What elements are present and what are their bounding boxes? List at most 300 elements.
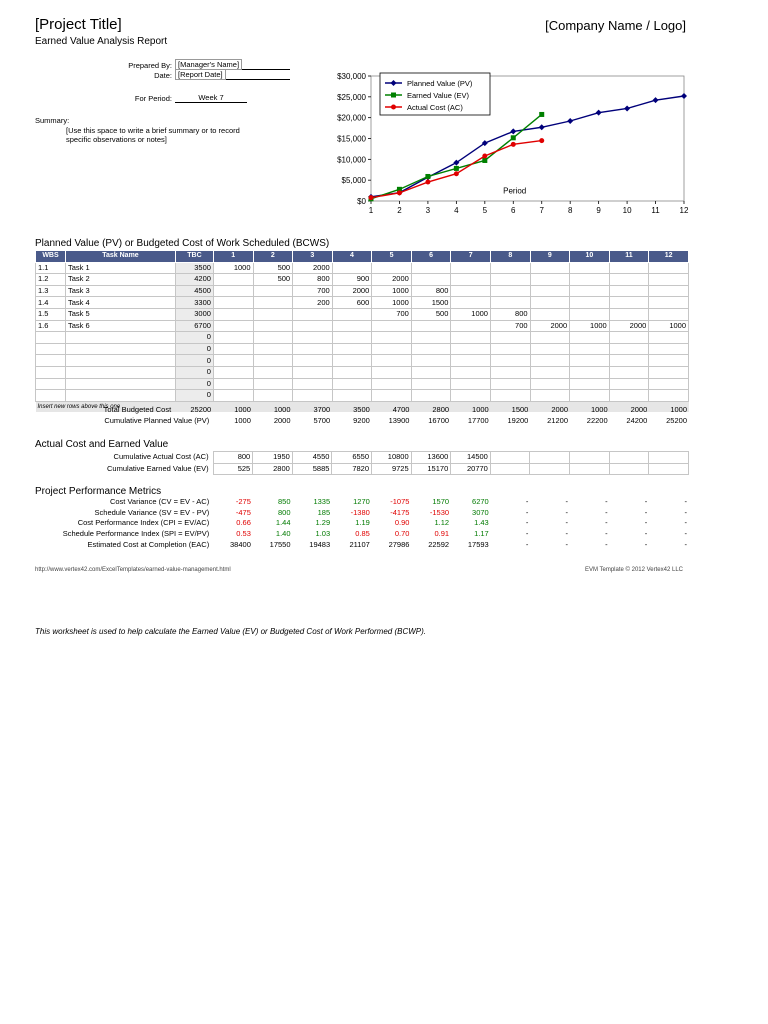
pv-cell <box>411 355 451 367</box>
x-tick-label: 10 <box>622 206 632 215</box>
cumulative-actual-cost-value <box>609 452 649 464</box>
ac-ev-table <box>35 451 689 475</box>
pv-cell <box>649 285 689 297</box>
metric-label: Estimated Cost at Completion (EAC) <box>87 539 210 549</box>
pv-cell <box>451 366 491 378</box>
cumulative-pv-value: 16700 <box>428 415 450 425</box>
metric-value: 38400 <box>230 539 251 549</box>
cumulative-pv-value: 17700 <box>467 415 489 425</box>
pv-cell <box>490 390 530 402</box>
metric-value: 3070 <box>472 507 489 517</box>
pv-cell <box>570 378 610 390</box>
pv-cell <box>36 390 66 402</box>
pv-cell: Task 6 <box>65 320 175 332</box>
pv-cell: 500 <box>411 308 451 320</box>
pv-cell <box>570 390 610 402</box>
pv-cell: 1.4 <box>36 297 66 309</box>
pv-cell <box>332 343 372 355</box>
pv-cell <box>490 297 530 309</box>
pv-section-title: Planned Value (PV) or Budgeted Cost of Work Scheduled (BCWS) <box>35 238 330 249</box>
pv-cell <box>609 355 649 367</box>
pv-cell <box>253 308 293 320</box>
series-point <box>425 180 430 185</box>
pv-cell <box>451 285 491 297</box>
cumulative-pv-value: 13900 <box>388 415 410 425</box>
pv-cell: 500 <box>253 262 293 274</box>
footer-copyright: EVM Template © 2012 Vertex42 LLC <box>584 567 683 573</box>
pv-cell <box>293 320 333 332</box>
pv-cell <box>451 297 491 309</box>
metrics-section-title: Project Performance Metrics <box>35 486 162 497</box>
metric-value: 1570 <box>432 497 450 507</box>
pv-cell <box>36 378 66 390</box>
pv-cell: 1000 <box>451 308 491 320</box>
pv-table-row <box>36 366 689 378</box>
cumulative-earned-value-value: 9725 <box>372 463 412 475</box>
pv-table-row <box>36 274 689 286</box>
pv-cell <box>609 274 649 286</box>
metric-value: -475 <box>235 507 251 517</box>
pv-cell <box>530 355 570 367</box>
pv-cell: 1.5 <box>36 308 66 320</box>
x-tick-label: 1 <box>368 206 374 215</box>
metric-value: - <box>605 529 608 539</box>
y-tick-label: $20,000 <box>337 113 366 123</box>
metric-value: 21107 <box>349 539 370 549</box>
pv-header-cell: 5 <box>372 251 412 263</box>
pv-cell <box>372 343 412 355</box>
metric-value: 0.53 <box>236 529 251 539</box>
metric-value: 1.29 <box>315 518 331 528</box>
total-tbc-value: 25200 <box>190 405 212 415</box>
pv-cell <box>570 274 610 286</box>
metric-value: - <box>684 497 687 507</box>
pv-cell <box>332 262 372 274</box>
pv-cell <box>65 355 175 367</box>
cumulative-actual-cost-value: 4550 <box>292 452 332 464</box>
pv-cell <box>530 343 570 355</box>
pv-cell: 1.3 <box>36 285 66 297</box>
pv-cell <box>530 262 570 274</box>
pv-cell: 1000 <box>649 320 689 332</box>
metric-value: - <box>605 497 608 507</box>
pv-cell <box>65 343 175 355</box>
x-tick-label: 8 <box>567 206 573 215</box>
y-tick-label: $10,000 <box>337 155 366 165</box>
metric-value: - <box>565 497 568 507</box>
pv-header-cell: 12 <box>649 251 689 263</box>
pv-cell <box>490 343 530 355</box>
pv-cell <box>609 308 649 320</box>
metric-value: - <box>525 539 529 549</box>
pv-cell <box>451 378 491 390</box>
cumulative-earned-value-value <box>530 463 570 475</box>
pv-cell <box>490 366 530 378</box>
pv-cell: Task 4 <box>65 297 175 309</box>
pv-cell <box>332 320 372 332</box>
pv-cell: 1.1 <box>36 262 66 274</box>
pv-cell <box>372 390 412 402</box>
pv-cell <box>570 343 610 355</box>
pv-cell <box>530 390 570 402</box>
pv-cell: 1000 <box>570 320 610 332</box>
series-point <box>454 171 459 176</box>
x-tick-label: 7 <box>539 206 544 215</box>
metric-value: - <box>565 507 568 517</box>
cumulative-earned-value-row <box>35 463 689 475</box>
metric-value: 0.70 <box>394 529 410 539</box>
cumulative-actual-cost-value: 1950 <box>253 452 293 464</box>
pv-cell <box>253 366 293 378</box>
metric-value: -1530 <box>429 507 450 517</box>
pv-header-cell: 7 <box>451 251 491 263</box>
pv-header-cell: 3 <box>293 251 333 263</box>
cumulative-actual-cost-value: 13600 <box>411 452 451 464</box>
pv-cell <box>649 390 689 402</box>
legend-label: Earned Value (EV) <box>407 91 469 100</box>
metric-value: 1.43 <box>474 518 489 528</box>
total-period-value: 2000 <box>630 405 648 415</box>
x-tick-label: 12 <box>679 206 689 215</box>
y-tick-label: $0 <box>357 197 366 206</box>
total-period-value: 3700 <box>313 405 331 415</box>
metric-value: - <box>565 539 568 549</box>
pv-cell <box>490 378 530 390</box>
pv-cell <box>253 332 293 344</box>
metric-value: - <box>644 518 648 528</box>
pv-cell: 1000 <box>213 262 253 274</box>
pv-header-cell: 9 <box>530 251 570 263</box>
pv-cell <box>65 332 175 344</box>
pv-table-row <box>36 285 689 297</box>
pv-cell: 1000 <box>372 297 412 309</box>
metric-label: Schedule Variance (SV = EV - PV) <box>94 507 210 517</box>
pv-cell: 2000 <box>609 320 649 332</box>
pv-cell <box>570 355 610 367</box>
summary-text-line-2: specific observations or notes] <box>66 135 167 144</box>
pv-cell <box>372 320 412 332</box>
x-tick-label: 4 <box>454 206 459 215</box>
pv-table-row <box>36 297 689 309</box>
pv-cell <box>372 262 412 274</box>
project-title: [Project Title] <box>35 16 122 33</box>
pv-cell <box>253 320 293 332</box>
x-tick-label: 11 <box>651 206 660 215</box>
pv-header-cell: WBS <box>36 251 66 263</box>
pv-cell <box>293 343 333 355</box>
pv-cell <box>570 366 610 378</box>
metrics-table <box>35 497 689 550</box>
pv-cell <box>65 366 175 378</box>
x-tick-label: 2 <box>397 206 402 215</box>
summary-label: Summary: <box>35 116 70 125</box>
total-period-value: 1000 <box>590 405 608 415</box>
pv-cell <box>490 274 530 286</box>
pv-cell <box>490 285 530 297</box>
metric-row <box>35 518 689 529</box>
pv-cell <box>570 332 610 344</box>
footer-url-link[interactable]: http://www.vertex42.com/ExcelTemplates/earned-value-management.html <box>35 567 231 573</box>
pv-cell: 900 <box>332 274 372 286</box>
metric-value: - <box>644 497 648 507</box>
cumulative-pv-value: 2000 <box>273 415 291 425</box>
pv-cell <box>609 297 649 309</box>
cumulative-actual-cost-row <box>35 452 689 464</box>
metric-label: Schedule Performance Index (SPI = EV/PV) <box>62 529 210 539</box>
pv-header-cell: 4 <box>332 251 372 263</box>
metric-row <box>35 508 689 519</box>
pv-cell <box>253 297 293 309</box>
pv-cell <box>213 320 253 332</box>
pv-cell: 0 <box>175 355 213 367</box>
metric-value: - <box>644 539 648 549</box>
cumulative-pv-value: 25200 <box>666 415 687 425</box>
pv-header-cell: 11 <box>609 251 649 263</box>
metric-value: - <box>684 529 687 539</box>
pv-cell <box>530 297 570 309</box>
metric-value: - <box>525 497 529 507</box>
total-period-value: 2800 <box>432 405 450 415</box>
metric-value: 1.17 <box>474 529 489 539</box>
pv-cell <box>253 390 293 402</box>
x-tick-label: 6 <box>511 206 516 215</box>
cumulative-actual-cost-value: 800 <box>213 452 253 464</box>
pv-cell: 1.6 <box>36 320 66 332</box>
pv-cell <box>293 378 333 390</box>
total-budgeted-cost-row <box>35 405 689 416</box>
pv-header-cell: 1 <box>213 251 253 263</box>
pv-cell <box>411 366 451 378</box>
pv-cell <box>451 274 491 286</box>
pv-cell <box>609 343 649 355</box>
pv-cell <box>36 355 66 367</box>
series-point <box>539 138 544 143</box>
legend-label: Actual Cost (AC) <box>407 103 463 112</box>
pv-cell <box>213 378 253 390</box>
pv-table-row <box>36 320 689 332</box>
cumulative-earned-value-value <box>570 463 610 475</box>
pv-table-row <box>36 390 689 402</box>
prepared-by-label: Prepared By: <box>128 61 172 70</box>
metric-value: - <box>684 518 687 528</box>
evm-line-chart <box>328 66 700 222</box>
period-label: For Period: <box>134 94 172 103</box>
pv-cell <box>609 262 649 274</box>
pv-cell: 3500 <box>175 262 213 274</box>
pv-cell <box>213 297 253 309</box>
pv-cell: 800 <box>490 308 530 320</box>
pv-cell <box>649 366 689 378</box>
period-value[interactable]: Week 7 <box>175 93 247 103</box>
pv-cell <box>530 332 570 344</box>
cumulative-pv-value: 9200 <box>353 415 370 425</box>
pv-cell <box>332 390 372 402</box>
pv-cell: 700 <box>490 320 530 332</box>
pv-cell: Task 3 <box>65 285 175 297</box>
pv-cell: Task 1 <box>65 262 175 274</box>
pv-cell <box>372 355 412 367</box>
cumulative-earned-value-value: 7820 <box>332 463 372 475</box>
cumulative-actual-cost-value: 6550 <box>332 452 372 464</box>
pv-cell <box>372 378 412 390</box>
metric-label: Cost Performance Index (CPI = EV/AC) <box>77 518 210 528</box>
pv-cell: 2000 <box>530 320 570 332</box>
series-point <box>454 166 459 171</box>
metric-value: 185 <box>317 507 331 517</box>
pv-cell <box>451 332 491 344</box>
date-value[interactable] <box>175 70 290 80</box>
pv-cell: 2000 <box>332 285 372 297</box>
pv-cell <box>213 274 253 286</box>
cumulative-actual-cost-label: Cumulative Actual Cost (AC) <box>113 452 209 462</box>
metric-value: -4175 <box>390 507 410 517</box>
pv-cell <box>65 390 175 402</box>
metric-value: 1.40 <box>275 529 291 539</box>
chart-legend <box>380 73 490 115</box>
pv-cell <box>649 262 689 274</box>
pv-cell <box>530 274 570 286</box>
metric-value: 1335 <box>313 497 331 507</box>
metric-value: 22592 <box>428 539 450 549</box>
pv-table-row <box>36 355 689 367</box>
pv-cell: 4200 <box>175 274 213 286</box>
metric-value: - <box>525 518 529 528</box>
pv-cell <box>609 390 649 402</box>
summary-text-line-1: [Use this space to write a brief summary or to record <box>66 126 240 135</box>
cumulative-pv-row <box>35 416 689 427</box>
cumulative-pv-value: 19200 <box>507 415 529 425</box>
pv-cell: 200 <box>293 297 333 309</box>
pv-cell <box>649 355 689 367</box>
cumulative-earned-value-value <box>490 463 530 475</box>
pv-cell: 1500 <box>411 297 451 309</box>
pv-cell <box>570 262 610 274</box>
pv-cell: 800 <box>293 274 333 286</box>
pv-cell <box>253 355 293 367</box>
pv-cell <box>451 390 491 402</box>
pv-cell <box>609 285 649 297</box>
pv-header-cell: Task Name <box>65 251 175 263</box>
cumulative-actual-cost-value <box>490 452 530 464</box>
metric-label: Cost Variance (CV = EV - AC) <box>109 497 210 507</box>
metric-row <box>35 529 689 540</box>
metric-value: 0.91 <box>434 529 450 539</box>
pv-cell: 0 <box>175 332 213 344</box>
pv-cell: 1.2 <box>36 274 66 286</box>
x-axis-label: Period <box>503 186 527 196</box>
total-period-value: 1000 <box>472 405 489 415</box>
series-point <box>511 142 516 147</box>
metric-value: 1.19 <box>355 518 370 528</box>
series-point <box>397 190 402 195</box>
pv-table-row <box>36 332 689 344</box>
pv-cell <box>213 355 253 367</box>
pv-cell <box>609 332 649 344</box>
total-period-value: 4700 <box>392 405 410 415</box>
pv-cell <box>65 378 175 390</box>
pv-cell <box>411 332 451 344</box>
pv-cell: 0 <box>175 390 213 402</box>
metric-value: - <box>605 507 608 517</box>
ac-ev-section-title: Actual Cost and Earned Value <box>35 439 169 450</box>
pv-cell <box>213 332 253 344</box>
pv-cell <box>411 378 451 390</box>
pv-cell <box>530 366 570 378</box>
metric-value: - <box>644 507 648 517</box>
pv-cell <box>293 308 333 320</box>
cumulative-actual-cost-value: 14500 <box>451 452 491 464</box>
series-point <box>511 135 516 140</box>
metric-value: - <box>605 518 608 528</box>
pv-cell: 600 <box>332 297 372 309</box>
metric-value: 17593 <box>467 539 489 549</box>
worksheet-note: This worksheet is used to help calculate the Earned Value (EV) or Budgeted Cost of Work Performed (BCWP). <box>35 627 426 636</box>
pv-cell <box>213 390 253 402</box>
metric-value: - <box>525 507 529 517</box>
metric-value: - <box>565 529 568 539</box>
pv-cell <box>649 308 689 320</box>
series-point <box>482 154 487 159</box>
series-point <box>482 158 487 163</box>
pv-cell: 700 <box>372 308 412 320</box>
pv-header-cell: 10 <box>570 251 610 263</box>
pv-cell <box>490 262 530 274</box>
cumulative-earned-value-value <box>609 463 649 475</box>
total-budgeted-cost-label: Total Budgeted Cost <box>103 405 172 415</box>
pv-cell <box>570 308 610 320</box>
pv-cell <box>570 297 610 309</box>
pv-cell <box>213 308 253 320</box>
pv-cell <box>609 378 649 390</box>
pv-table <box>35 250 689 412</box>
metric-value: 19483 <box>309 539 331 549</box>
cumulative-earned-value-value: 5885 <box>292 463 332 475</box>
pv-cell: 4500 <box>175 285 213 297</box>
legend-marker <box>391 93 396 98</box>
pv-cell: 2000 <box>293 262 333 274</box>
pv-cell: 0 <box>175 343 213 355</box>
pv-header-cell: TBC <box>175 251 213 263</box>
pv-cell <box>332 355 372 367</box>
pv-cell <box>649 274 689 286</box>
metric-value: 1270 <box>353 497 370 507</box>
pv-cell <box>570 285 610 297</box>
y-tick-label: $25,000 <box>337 92 366 102</box>
pv-cell: 1000 <box>372 285 412 297</box>
metric-value: 1.44 <box>275 518 291 528</box>
pv-header-cell: 2 <box>253 251 293 263</box>
metric-value: 6270 <box>472 497 489 507</box>
pv-cell <box>332 378 372 390</box>
pv-cell: 3000 <box>175 308 213 320</box>
cumulative-actual-cost-value <box>649 452 689 464</box>
pv-cell <box>490 355 530 367</box>
pv-header-cell: 8 <box>490 251 530 263</box>
y-tick-label: $5,000 <box>341 176 366 186</box>
cumulative-earned-value-label: Cumulative Earned Value (EV) <box>107 463 209 473</box>
pv-cell: 2000 <box>372 274 412 286</box>
pv-cell <box>411 320 451 332</box>
y-tick-label: $30,000 <box>337 72 366 81</box>
totals-table <box>35 405 689 426</box>
pv-cell <box>451 320 491 332</box>
pv-cell <box>332 366 372 378</box>
pv-cell <box>253 285 293 297</box>
legend-marker <box>391 105 396 110</box>
metric-value: - <box>525 529 529 539</box>
pv-cell: 700 <box>293 285 333 297</box>
metric-value: 1.03 <box>315 529 331 539</box>
